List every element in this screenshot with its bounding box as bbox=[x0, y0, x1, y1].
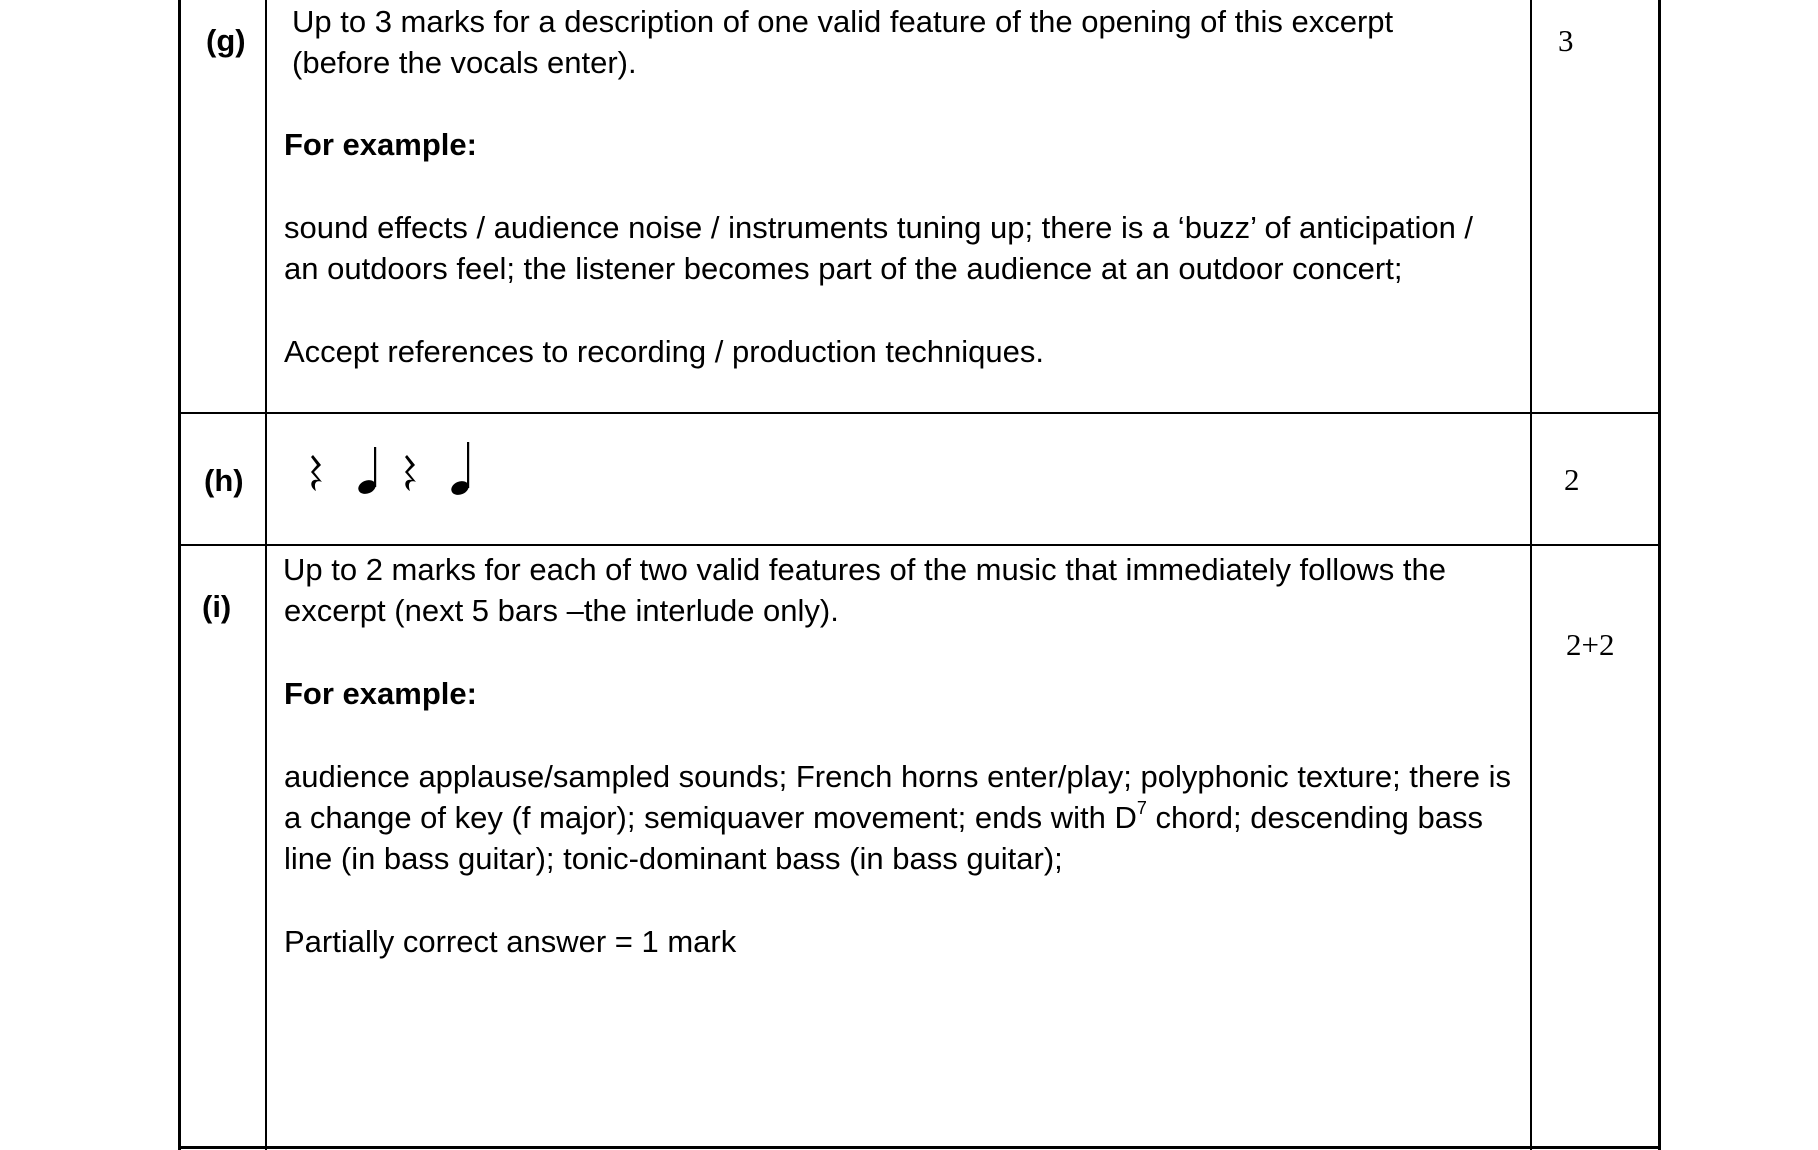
example-text: an outdoors feel; the listener becomes part of the audience at an outdoor concert; bbox=[284, 251, 1403, 286]
table-divider-label bbox=[265, 0, 267, 1150]
question-label: (h) bbox=[204, 463, 244, 498]
row-divider-h-i bbox=[178, 544, 1661, 546]
note-text: Partially correct answer = 1 mark bbox=[284, 924, 737, 959]
crotchet-note-icon bbox=[356, 447, 378, 496]
criteria-text: Up to 2 marks for each of two valid features of the music that immediately follows the bbox=[283, 552, 1447, 587]
example-text: audience applause/sampled sounds; French horns enter/play; polyphonic texture; there is bbox=[284, 759, 1511, 794]
example-heading: For example: bbox=[284, 676, 477, 711]
criteria-text: (before the vocals enter). bbox=[292, 45, 637, 80]
example-text: line (in bass guitar); tonic-dominant bass (in bass guitar); bbox=[284, 841, 1063, 876]
crotchet-rest-icon bbox=[405, 455, 416, 491]
question-label: (g) bbox=[206, 23, 246, 58]
table-border-left bbox=[178, 0, 181, 1150]
example-heading: For example: bbox=[284, 127, 477, 162]
example-text: sound effects / audience noise / instruments tuning up; there is a ‘buzz’ of anticipation / bbox=[284, 210, 1474, 245]
marks-value: 3 bbox=[1558, 23, 1574, 58]
rhythm-notation bbox=[300, 435, 500, 505]
crotchet-note-icon bbox=[449, 442, 471, 497]
crotchet-rest-icon bbox=[311, 455, 322, 491]
note-text: Accept references to recording / production techniques. bbox=[284, 334, 1044, 369]
marks-value: 2 bbox=[1564, 462, 1580, 497]
superscript-seven: 7 bbox=[1136, 797, 1147, 818]
example-text: a change of key (f major); semiquaver movement; ends with $D^7$ chord; descending bass bbox=[284, 797, 1483, 835]
row-divider-g-h bbox=[178, 412, 1661, 414]
marks-value: 2+2 bbox=[1566, 627, 1615, 662]
table-border-bottom bbox=[178, 1146, 1661, 1149]
criteria-text: Up to 3 marks for a description of one valid feature of the opening of this excerpt bbox=[292, 4, 1394, 39]
table-divider-marks bbox=[1530, 0, 1532, 1150]
question-label: (i) bbox=[202, 589, 232, 624]
table-border-right bbox=[1658, 0, 1661, 1150]
criteria-text: excerpt (next 5 bars –the interlude only). bbox=[284, 593, 839, 628]
